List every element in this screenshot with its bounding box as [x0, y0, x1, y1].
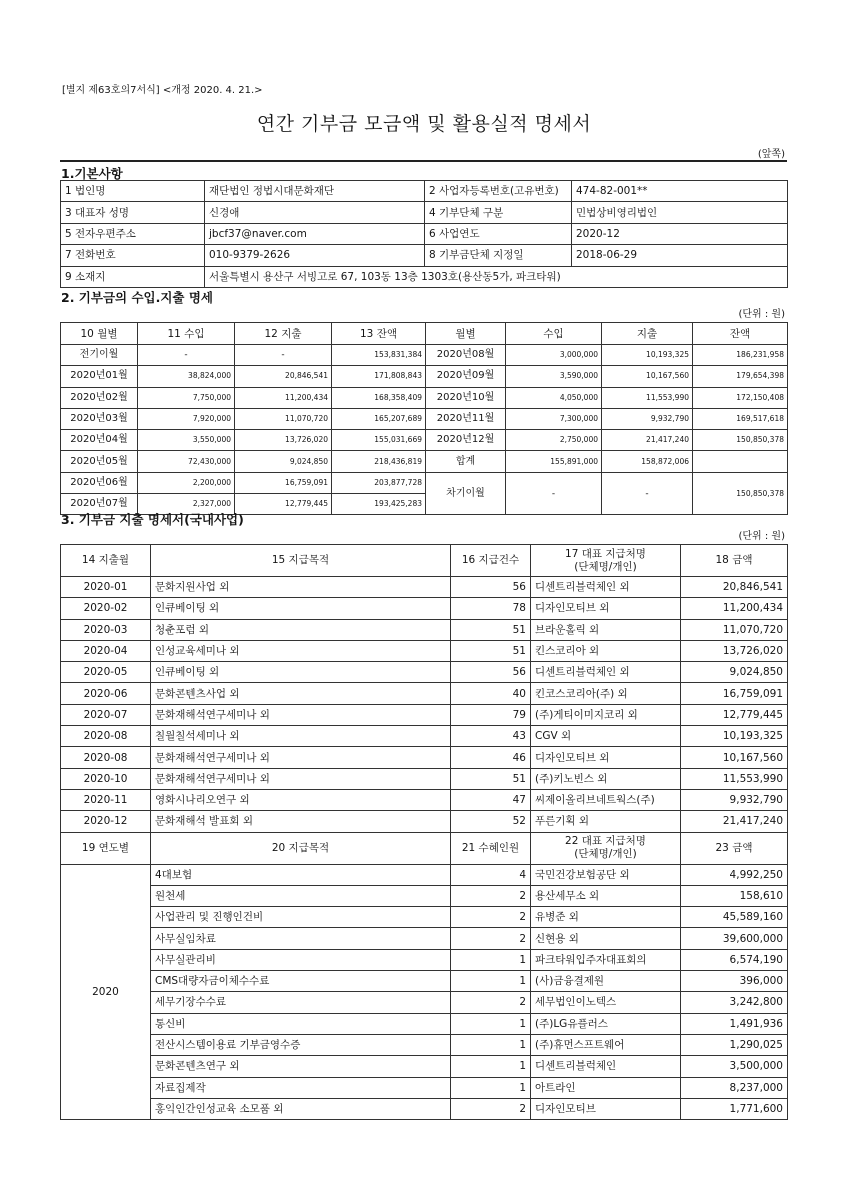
purpose-cell: 문화재해석연구세미나 외 — [151, 768, 451, 789]
income-cell: 2,750,000 — [506, 430, 602, 451]
balance-cell: 168,358,409 — [332, 387, 426, 408]
expense-cell: 16,759,091 — [235, 472, 332, 493]
payment-month-cell: 2020-05 — [61, 662, 151, 683]
payee-cell: 디센트리블럭체인 — [531, 1056, 681, 1077]
expenditure-row — [61, 577, 788, 598]
basic-info-row — [61, 266, 788, 287]
income-expense-header-row — [61, 323, 788, 345]
expenditure-yearly-header-row — [61, 832, 788, 864]
income-expense-row — [61, 451, 788, 472]
count-cell: 79 — [451, 704, 531, 725]
expense-cell: 10,193,325 — [602, 345, 693, 366]
income-cell: 7,750,000 — [138, 387, 235, 408]
expenditure-yearly-row — [61, 1056, 788, 1077]
payee-cell: (주)LG유플러스 — [531, 1013, 681, 1034]
basic-info-row — [61, 223, 788, 244]
payee-cell: (주)키노빈스 외 — [531, 768, 681, 789]
expenditure-yearly-row — [61, 885, 788, 906]
expenditure-yearly-row — [61, 992, 788, 1013]
month-cell: 2020년04월 — [61, 430, 138, 451]
amount-cell: 1,771,600 — [681, 1098, 788, 1119]
payment-month-cell: 2020-01 — [61, 577, 151, 598]
month-cell: 전기이월 — [61, 345, 138, 366]
balance-cell: 150,850,378 — [693, 430, 788, 451]
purpose-cell: 홍익인간인성교육 소모품 외 — [151, 1098, 451, 1119]
count-cell: 51 — [451, 640, 531, 661]
phone-value: 010-9379-2626 — [205, 245, 425, 266]
expense-cell: 9,932,790 — [602, 408, 693, 429]
email-value: jbcf37@naver.com — [205, 223, 425, 244]
payee-cell: 킨스코리아 외 — [531, 640, 681, 661]
basic-info-row — [61, 245, 788, 266]
balance-cell: 218,436,819 — [332, 451, 426, 472]
purpose-cell: 문화콘텐츠연구 외 — [151, 1056, 451, 1077]
purpose-cell: 인큐베이팅 외 — [151, 662, 451, 683]
header-income: 11 수입 — [138, 323, 235, 345]
expenditure-yearly-row — [61, 928, 788, 949]
income-cell: 2,327,000 — [138, 494, 235, 515]
expenditure-yearly-row — [61, 864, 788, 885]
income-cell: 3,590,000 — [506, 366, 602, 387]
payee-cell: 아트라인 — [531, 1077, 681, 1098]
expenditure-yearly-row — [61, 1077, 788, 1098]
count-cell: 52 — [451, 811, 531, 832]
expenditure-row — [61, 683, 788, 704]
balance-cell: 193,425,283 — [332, 494, 426, 515]
expense-cell: 20,846,541 — [235, 366, 332, 387]
expense-cell: 21,417,240 — [602, 430, 693, 451]
address-label: 9 소재지 — [61, 266, 205, 287]
form-reference: [별지 제63호의7서식] <개정 2020. 4. 21.> — [62, 85, 263, 96]
purpose-cell: 4대보험 — [151, 864, 451, 885]
purpose-cell: 인큐베이팅 외 — [151, 598, 451, 619]
year-cell: 2020 — [61, 864, 151, 1120]
amount-cell: 39,600,000 — [681, 928, 788, 949]
amount-cell: 8,237,000 — [681, 1077, 788, 1098]
expense-cell: 9,024,850 — [235, 451, 332, 472]
beneficiary-count-cell: 1 — [451, 1056, 531, 1077]
beneficiary-count-cell: 1 — [451, 971, 531, 992]
carry-forward-income: - — [506, 472, 602, 515]
expenditure-body — [61, 577, 788, 1120]
balance-cell: 171,808,843 — [332, 366, 426, 387]
payee-cell: 푸른기획 외 — [531, 811, 681, 832]
purpose-cell: 사무실관리비 — [151, 949, 451, 970]
income-expense-row — [61, 430, 788, 451]
corp-name-label: 1 법인명 — [61, 181, 205, 202]
expenditure-row — [61, 704, 788, 725]
income-cell: 4,050,000 — [506, 387, 602, 408]
email-label: 5 전자우편주소 — [61, 223, 205, 244]
expenditure-row — [61, 811, 788, 832]
beneficiary-count-cell: 1 — [451, 949, 531, 970]
income-expense-row — [61, 345, 788, 366]
income-cell: - — [138, 345, 235, 366]
purpose-cell: 문화재해석연구세미나 외 — [151, 747, 451, 768]
income-expense-table — [60, 322, 788, 515]
income-expense-body — [61, 345, 788, 515]
carry-forward-expense: - — [602, 472, 693, 515]
expenditure-yearly-row — [61, 1034, 788, 1055]
month-cell: 2020년05월 — [61, 451, 138, 472]
amount-cell: 396,000 — [681, 971, 788, 992]
payee-cell: 디자인모티브 외 — [531, 747, 681, 768]
purpose-cell: 인성교육세미나 외 — [151, 640, 451, 661]
income-expense-row — [61, 472, 788, 493]
expenditure-row — [61, 640, 788, 661]
income-expense-row — [61, 366, 788, 387]
header-payee-line1: 17 대표 지급처명 — [565, 547, 646, 560]
income-cell: 72,430,000 — [138, 451, 235, 472]
beneficiary-count-cell: 2 — [451, 885, 531, 906]
beneficiary-count-cell: 1 — [451, 1034, 531, 1055]
purpose-cell: CMS대량자금이체수수료 — [151, 971, 451, 992]
purpose-cell: 통신비 — [151, 1013, 451, 1034]
payee-cell: 디자인모티브 외 — [531, 598, 681, 619]
basic-info-row — [61, 181, 788, 202]
count-cell: 40 — [451, 683, 531, 704]
expense-cell: 13,726,020 — [235, 430, 332, 451]
month-cell: 2020년12월 — [426, 430, 506, 451]
expense-cell: 158,872,006 — [602, 451, 693, 472]
balance-cell: 169,517,618 — [693, 408, 788, 429]
purpose-cell: 사무실임차료 — [151, 928, 451, 949]
income-cell: 155,891,000 — [506, 451, 602, 472]
header-payee — [531, 545, 681, 577]
expenditure-yearly-row — [61, 971, 788, 992]
beneficiary-count-cell: 2 — [451, 928, 531, 949]
month-cell: 2020년03월 — [61, 408, 138, 429]
income-expense-heading: 2. 기부금의 수입.지출 명세 — [61, 290, 214, 305]
expenditure-yearly-row — [61, 1013, 788, 1034]
header-year: 19 연도별 — [61, 832, 151, 864]
balance-cell: 172,150,408 — [693, 387, 788, 408]
payment-month-cell: 2020-02 — [61, 598, 151, 619]
biz-no-label: 2 사업자등록번호(고유번호) — [425, 181, 572, 202]
designated-date-label: 8 기부금단체 지정일 — [425, 245, 572, 266]
payment-month-cell: 2020-08 — [61, 747, 151, 768]
purpose-cell: 영화시나리오연구 외 — [151, 789, 451, 810]
balance-cell: 155,031,669 — [332, 430, 426, 451]
expense-cell: 11,070,720 — [235, 408, 332, 429]
amount-cell: 6,574,190 — [681, 949, 788, 970]
payee-cell: CGV 외 — [531, 726, 681, 747]
header-payee-line2: (단체명/개인) — [574, 848, 637, 861]
page-side-label: (앞쪽) — [757, 149, 785, 160]
fiscal-year-value: 2020-12 — [572, 223, 788, 244]
balance-cell: 165,207,689 — [332, 408, 426, 429]
header-payee-line1: 22 대표 지급처명 — [565, 835, 646, 848]
header-expense: 지출 — [602, 323, 693, 345]
beneficiary-count-cell: 2 — [451, 907, 531, 928]
address-value: 서울특별시 용산구 서빙고로 67, 103동 13층 1303호(용산동5가, 파크타워) — [205, 266, 788, 287]
payee-cell: 디자인모티브 — [531, 1098, 681, 1119]
document-title: 연간 기부금 모금액 및 활용실적 명세서 — [256, 113, 592, 135]
income-cell: 3,000,000 — [506, 345, 602, 366]
amount-cell: 10,193,325 — [681, 726, 788, 747]
payment-month-cell: 2020-12 — [61, 811, 151, 832]
beneficiary-count-cell: 4 — [451, 864, 531, 885]
expense-cell: 11,200,434 — [235, 387, 332, 408]
amount-cell: 4,992,250 — [681, 864, 788, 885]
expenditure-row — [61, 747, 788, 768]
expenditure-row — [61, 726, 788, 747]
count-cell: 51 — [451, 619, 531, 640]
header-payee — [531, 832, 681, 864]
income-cell: 2,200,000 — [138, 472, 235, 493]
header-amount: 23 금액 — [681, 832, 788, 864]
income-expense-row — [61, 387, 788, 408]
expenditure-monthly-header-row — [61, 545, 788, 577]
expenditure-row — [61, 598, 788, 619]
amount-cell: 1,491,936 — [681, 1013, 788, 1034]
income-cell: 7,920,000 — [138, 408, 235, 429]
representative-label: 3 대표자 성명 — [61, 202, 205, 223]
amount-cell: 21,417,240 — [681, 811, 788, 832]
expenditure-yearly-row — [61, 1098, 788, 1119]
amount-cell: 3,500,000 — [681, 1056, 788, 1077]
payee-cell: 유병준 외 — [531, 907, 681, 928]
beneficiary-count-cell: 2 — [451, 992, 531, 1013]
balance-cell: 179,654,398 — [693, 366, 788, 387]
month-cell: 2020년09월 — [426, 366, 506, 387]
count-cell: 46 — [451, 747, 531, 768]
income-expense-unit: (단위 : 원) — [738, 309, 785, 320]
payment-month-cell: 2020-06 — [61, 683, 151, 704]
amount-cell: 11,200,434 — [681, 598, 788, 619]
payee-cell: 파크타워입주자대표회의 — [531, 949, 681, 970]
count-cell: 47 — [451, 789, 531, 810]
expenditure-row — [61, 768, 788, 789]
payee-cell: 브라운홀릭 외 — [531, 619, 681, 640]
expenditure-yearly-row — [61, 949, 788, 970]
payee-cell: 디센트리블럭체인 외 — [531, 577, 681, 598]
income-cell: 38,824,000 — [138, 366, 235, 387]
amount-cell: 11,553,990 — [681, 768, 788, 789]
payee-cell: 씨제이올리브네트웍스(주) — [531, 789, 681, 810]
carry-forward-label: 차기이월 — [426, 472, 506, 515]
payment-month-cell: 2020-10 — [61, 768, 151, 789]
payee-cell: 신현용 외 — [531, 928, 681, 949]
beneficiary-count-cell: 1 — [451, 1077, 531, 1098]
count-cell: 56 — [451, 577, 531, 598]
amount-cell: 12,779,445 — [681, 704, 788, 725]
payee-cell: 국민건강보험공단 외 — [531, 864, 681, 885]
carry-forward-balance: 150,850,378 — [693, 472, 788, 515]
designated-date-value: 2018-06-29 — [572, 245, 788, 266]
phone-label: 7 전화번호 — [61, 245, 205, 266]
payment-month-cell: 2020-03 — [61, 619, 151, 640]
purpose-cell: 사업관리 및 진행인건비 — [151, 907, 451, 928]
payee-cell: (주)휴먼스프트웨어 — [531, 1034, 681, 1055]
payment-month-cell: 2020-07 — [61, 704, 151, 725]
month-cell: 2020년07월 — [61, 494, 138, 515]
purpose-cell: 청춘포럼 외 — [151, 619, 451, 640]
expenditure-yearly-row — [61, 907, 788, 928]
corp-name-value: 재단법인 정법시대문화재단 — [205, 181, 425, 202]
purpose-cell: 문화지원사업 외 — [151, 577, 451, 598]
header-payment-month: 14 지출월 — [61, 545, 151, 577]
balance-cell: 203,877,728 — [332, 472, 426, 493]
purpose-cell: 칠월칠석세미나 외 — [151, 726, 451, 747]
count-cell: 78 — [451, 598, 531, 619]
month-cell: 2020년10월 — [426, 387, 506, 408]
payee-cell: (사)금융결제원 — [531, 971, 681, 992]
expense-cell: 10,167,560 — [602, 366, 693, 387]
balance-cell — [693, 451, 788, 472]
expenditure-row — [61, 619, 788, 640]
biz-no-value: 474-82-001** — [572, 181, 788, 202]
purpose-cell: 문화재해석연구세미나 외 — [151, 704, 451, 725]
beneficiary-count-cell: 2 — [451, 1098, 531, 1119]
expenditure-heading: 3. 기부금 지출 명세서(국내사업) — [61, 512, 244, 527]
beneficiary-count-cell: 1 — [451, 1013, 531, 1034]
purpose-cell: 문화콘텐츠사업 외 — [151, 683, 451, 704]
payee-cell: 용산세무소 외 — [531, 885, 681, 906]
amount-cell: 10,167,560 — [681, 747, 788, 768]
amount-cell: 9,932,790 — [681, 789, 788, 810]
income-cell: 7,300,000 — [506, 408, 602, 429]
payee-cell: (주)게티이미지코리 외 — [531, 704, 681, 725]
purpose-cell: 전산시스템이용료 기부금영수증 — [151, 1034, 451, 1055]
month-cell: 2020년06월 — [61, 472, 138, 493]
expenditure-row — [61, 662, 788, 683]
expense-cell: - — [235, 345, 332, 366]
org-type-value: 민법상비영리법인 — [572, 202, 788, 223]
month-cell: 2020년11월 — [426, 408, 506, 429]
basic-info-row — [61, 202, 788, 223]
expenditure-table — [60, 544, 788, 1120]
basic-info-table — [60, 180, 788, 288]
header-amount: 18 금액 — [681, 545, 788, 577]
income-cell: 3,550,000 — [138, 430, 235, 451]
month-cell: 2020년08월 — [426, 345, 506, 366]
amount-cell: 11,070,720 — [681, 619, 788, 640]
balance-cell: 186,231,958 — [693, 345, 788, 366]
count-cell: 43 — [451, 726, 531, 747]
org-type-label: 4 기부단체 구분 — [425, 202, 572, 223]
expense-cell: 12,779,445 — [235, 494, 332, 515]
header-count: 16 지급건수 — [451, 545, 531, 577]
header-purpose: 15 지급목적 — [151, 545, 451, 577]
header-month: 10 월별 — [61, 323, 138, 345]
month-cell: 2020년01월 — [61, 366, 138, 387]
income-expense-row — [61, 408, 788, 429]
payee-cell: 킨코스코리아(주) 외 — [531, 683, 681, 704]
basic-info-heading: 1.기본사항 — [61, 166, 123, 181]
amount-cell: 3,242,800 — [681, 992, 788, 1013]
payment-month-cell: 2020-04 — [61, 640, 151, 661]
amount-cell: 1,290,025 — [681, 1034, 788, 1055]
expenditure-unit: (단위 : 원) — [738, 531, 785, 542]
purpose-cell: 자료집제작 — [151, 1077, 451, 1098]
header-payee-line2: (단체명/개인) — [574, 560, 637, 573]
amount-cell: 16,759,091 — [681, 683, 788, 704]
payment-month-cell: 2020-11 — [61, 789, 151, 810]
count-cell: 51 — [451, 768, 531, 789]
balance-cell: 153,831,384 — [332, 345, 426, 366]
purpose-cell: 문화재해석 발표회 외 — [151, 811, 451, 832]
header-purpose: 20 지급목적 — [151, 832, 451, 864]
header-income: 수입 — [506, 323, 602, 345]
amount-cell: 9,024,850 — [681, 662, 788, 683]
amount-cell: 20,846,541 — [681, 577, 788, 598]
expenditure-row — [61, 789, 788, 810]
header-month: 월별 — [426, 323, 506, 345]
expense-cell: 11,553,990 — [602, 387, 693, 408]
month-cell: 2020년02월 — [61, 387, 138, 408]
count-cell: 56 — [451, 662, 531, 683]
purpose-cell: 세무기장수수료 — [151, 992, 451, 1013]
month-cell: 합계 — [426, 451, 506, 472]
header-balance: 13 잔액 — [332, 323, 426, 345]
payee-cell: 세무법인이노텍스 — [531, 992, 681, 1013]
representative-value: 신경애 — [205, 202, 425, 223]
fiscal-year-label: 6 사업연도 — [425, 223, 572, 244]
payment-month-cell: 2020-08 — [61, 726, 151, 747]
purpose-cell: 원천세 — [151, 885, 451, 906]
amount-cell: 158,610 — [681, 885, 788, 906]
section-divider — [60, 160, 787, 162]
header-balance: 잔액 — [693, 323, 788, 345]
payee-cell: 디센트리블럭체인 외 — [531, 662, 681, 683]
header-beneficiaries: 21 수혜인원 — [451, 832, 531, 864]
amount-cell: 45,589,160 — [681, 907, 788, 928]
header-expense: 12 지출 — [235, 323, 332, 345]
amount-cell: 13,726,020 — [681, 640, 788, 661]
